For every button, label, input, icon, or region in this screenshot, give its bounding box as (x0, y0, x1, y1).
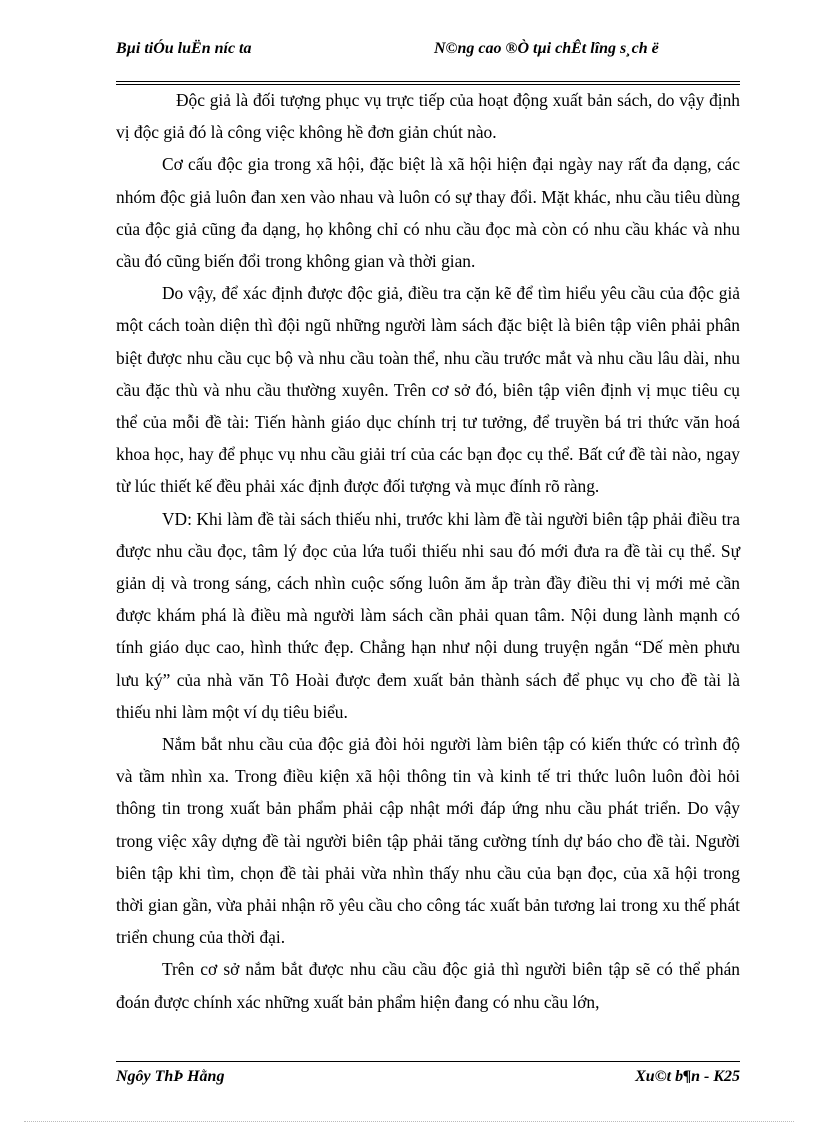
header-title-right: N©ng cao ®Ò tµi chÊt lîng s¸ch ë (434, 40, 659, 57)
paragraph: Nắm bắt nhu cầu của độc giả đòi hỏi người làm biên tập có kiến thức có trình độ và tầm nhìn xa. Trong điều kiện xã hội thông tin và kinh tế tri thức luôn luôn đòi hỏi thông tin trong xuất bản phẩm phải cập nhật mới đáp ứng nhu cầu phát triển. Do vậy trong việc xây dựng đề tài người biên tập phải tăng cường tính dự báo cho đề tài. Người biên tập khi tìm, chọn đề tài phải vừa nhìn thấy nhu cầu của bạn đọc, của xã hội trong thời gian gần, vừa phải nhận rõ yêu cầu cho công tác xuất bản tương lai trong xu thế phát triển chung của thời đại. (116, 734, 740, 948)
header-title-left: Bµi tiÓu luËn níc ta (116, 40, 252, 57)
paragraph: Trên cơ sở nắm bắt được nhu cầu cầu độc giả thì người biên tập sẽ có thể phán đoán được chính xác những xuất bản phẩm hiện đang có nhu cầu lớn, (116, 959, 740, 1012)
footer-rule (116, 1061, 740, 1062)
paragraph: VD: Khi làm đề tài sách thiếu nhi, trước khi làm đề tài người biên tập phải điều tra được nhu cầu đọc, tâm lý đọc của lứa tuổi thiếu nhi sau đó mới đưa ra đề tài cụ thể. Sự giản dị và trong sáng, cách nhìn cuộc sống luôn ăm ắp tràn đầy điều thi vị mới mẻ cần được khám phá là điều mà người làm sách cần phải quan tâm. Nội dung lành mạnh có tính giáo dục cao, hình thức đẹp. Chẳng hạn như nội dung truyện ngắn “Dế mèn phưu lưu ký” của nhà văn Tô Hoài được đem xuất bản thành sách để phục vụ cho đề tài là thiếu nhi làm một ví dụ tiêu biểu. (116, 508, 740, 722)
footer-author: Ngôy ThÞ Hằng (116, 1068, 225, 1085)
paragraph: Độc giả là đối tượng phục vụ trực tiếp của hoạt động xuất bản sách, do vậy định vị độc giả đó là công việc không hề đơn giản chút nào. (116, 90, 740, 143)
paragraph: Do vậy, để xác định được độc giả, điều tra cặn kẽ để tìm hiểu yêu cầu của độc giả một cách toàn diện thì đội ngũ những người làm sách đặc biệt là biên tập viên phải phân biệt được nhu cầu cục bộ và nhu cầu toàn thể, nhu cầu trước mắt và nhu cầu lâu dài, nhu cầu đặc thù và nhu cầu thường xuyên. Trên cơ sở đó, biên tập viên định vị mục tiêu cụ thể của mỗi đề tài: Tiến hành giáo dục chính trị tư tưởng, để truyền bá tri thức văn hoá khoa học, hay để phục vụ nhu cầu giải trí của các bạn đọc cụ thể. Bất cứ đề tài nào, ngay từ lúc thiết kế đều phải xác định được đối tượng và mục đính rõ ràng. (116, 283, 740, 497)
header-rule (116, 81, 740, 82)
paragraph: Cơ cấu độc gia trong xã hội, đặc biệt là xã hội hiện đại ngày nay rất đa dạng, các nhóm độc giả luôn đan xen vào nhau và luôn có sự thay đổi. Mặt khác, nhu cầu tiêu dùng của độc giả cũng đa dạng, họ không chỉ có nhu cầu đọc mà còn có nhu cầu khác và nhu cầu đó cũng biến đổi trong không gian và thời gian. (116, 154, 740, 272)
document-body (116, 84, 740, 1018)
footer-course: Xu©t b¶n - K25 (635, 1068, 740, 1085)
page-edge (24, 1121, 794, 1122)
